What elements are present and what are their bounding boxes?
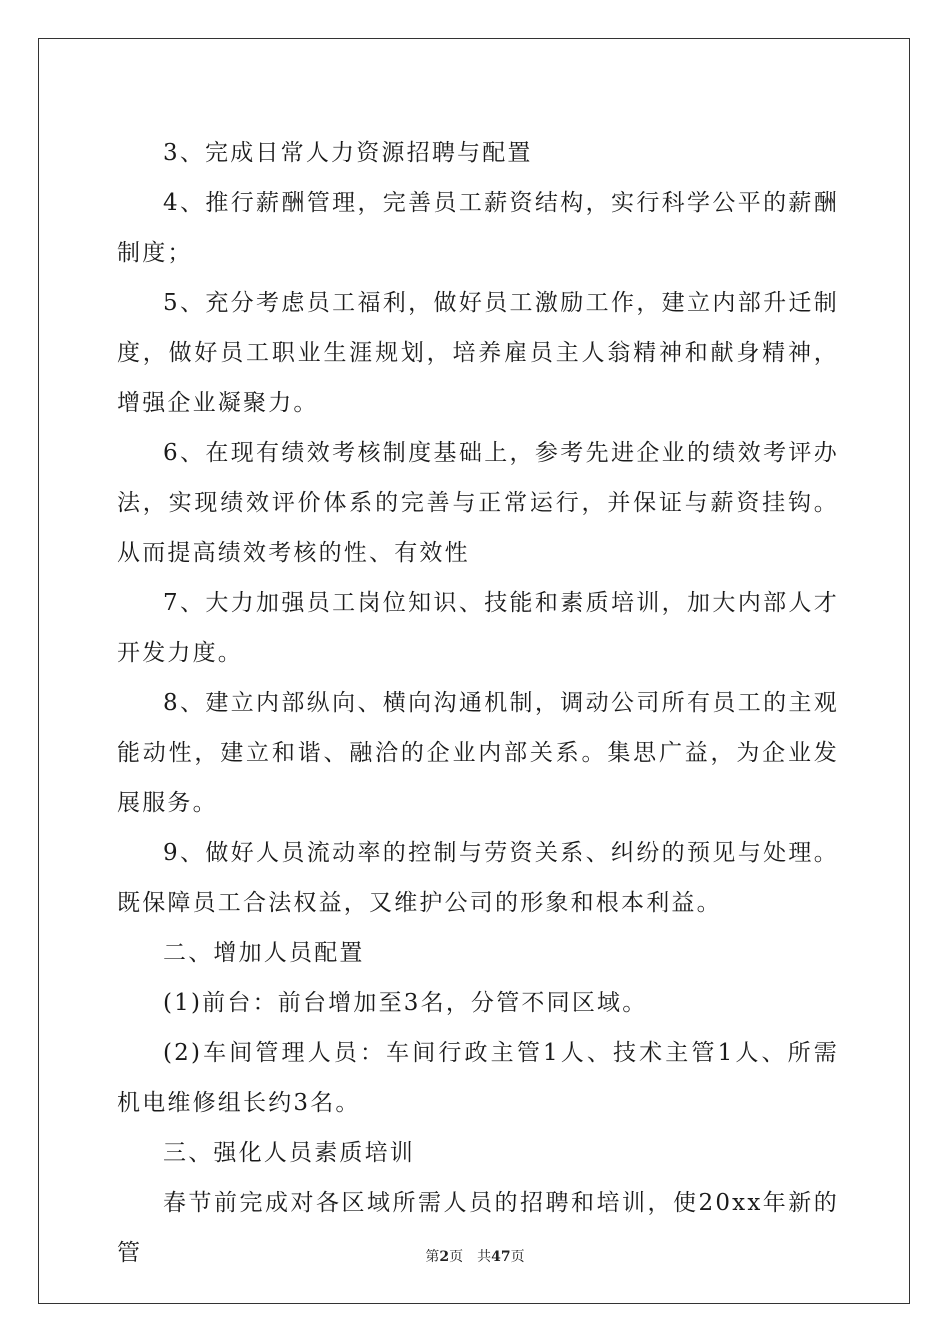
list-item-workshop: (2)车间管理人员：车间行政主管1人、技术主管1人、所需机电维修组长约3名。 xyxy=(117,1040,839,1116)
footer-page-prefix: 第 xyxy=(425,1249,440,1265)
paragraph-item-3: 3、完成日常人力资源招聘与配置 xyxy=(163,140,533,166)
footer-total-number: 47 xyxy=(491,1249,511,1265)
paragraph-item-8: 8、建立内部纵向、横向沟通机制，调动公司所有员工的主观能动性，建立和谐、融洽的企业内部关系。集思广益，为企业发展服务。 xyxy=(117,690,839,816)
section-heading-2: 二、增加人员配置 xyxy=(163,940,365,966)
list-item-front-desk: (1)前台：前台增加至3名，分管不同区域。 xyxy=(163,990,648,1016)
paragraph-item-9: 9、做好人员流动率的控制与劳资关系、纠纷的预见与处理。既保障员工合法权益，又维护公司的形象和根本利益。 xyxy=(117,840,839,916)
paragraph-training: 春节前完成对各区域所需人员的招聘和培训，使20xx年新的管 xyxy=(117,1190,839,1266)
footer-page-suffix: 页 xyxy=(449,1249,464,1265)
document-body xyxy=(117,128,839,1278)
paragraph-item-5: 5、充分考虑员工福利，做好员工激励工作，建立内部升迁制度，做好员工职业生涯规划，培养雇员主人翁精神和献身精神，增强企业凝聚力。 xyxy=(117,290,839,416)
footer-page-number: 2 xyxy=(439,1249,450,1265)
paragraph-item-4: 4、推行薪酬管理，完善员工薪资结构，实行科学公平的薪酬制度； xyxy=(117,190,839,266)
paragraph-item-7: 7、大力加强员工岗位知识、技能和素质培训，加大内部人才开发力度。 xyxy=(117,590,839,666)
paragraph-item-6: 6、在现有绩效考核制度基础上，参考先进企业的绩效考评办法，实现绩效评价体系的完善与正常运行，并保证与薪资挂钩。从而提高绩效考核的性、有效性 xyxy=(117,440,839,566)
section-heading-3: 三、强化人员素质培训 xyxy=(163,1140,415,1166)
footer-total-suffix: 页 xyxy=(510,1249,525,1265)
page-footer xyxy=(0,1246,950,1266)
footer-total-prefix: 共 xyxy=(477,1249,492,1265)
